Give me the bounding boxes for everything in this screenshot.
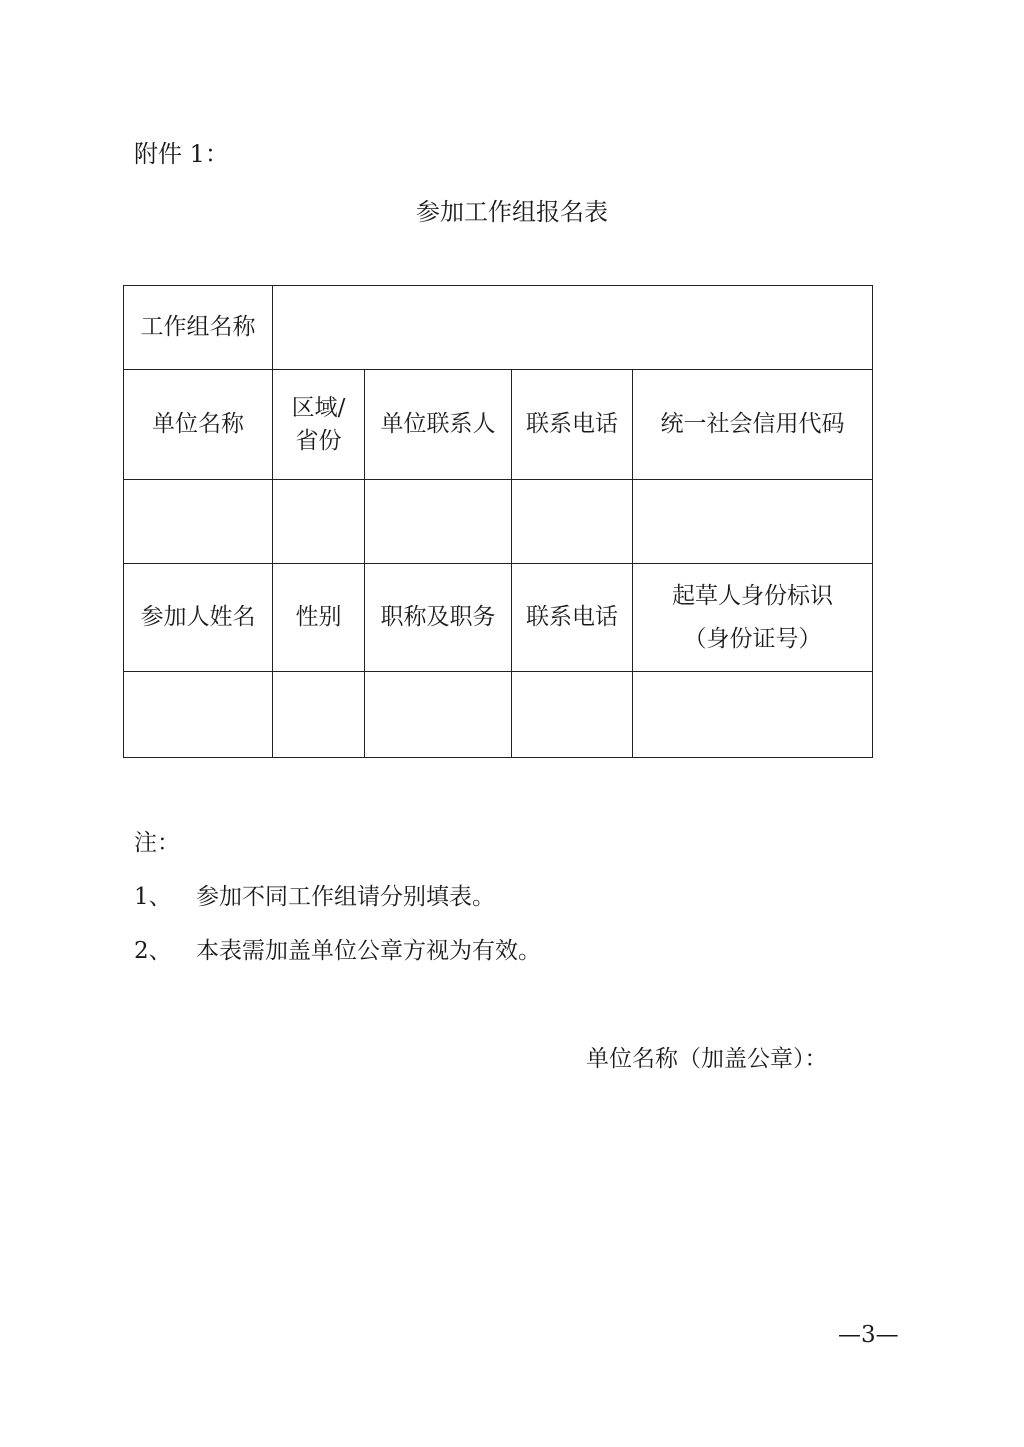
region-header <box>273 370 365 480</box>
note-number: 2、 <box>134 938 172 964</box>
unit-name-input-cell[interactable] <box>124 480 273 564</box>
participant-header-row <box>124 564 873 672</box>
registration-form-table <box>123 285 873 758</box>
page-number: —3— <box>838 1322 899 1348</box>
title-position-header: 职称及职务 <box>365 564 512 672</box>
group-name-input-cell[interactable] <box>273 286 873 370</box>
unit-phone-header: 联系电话 <box>512 370 633 480</box>
notes-label: 注： <box>134 830 180 856</box>
participant-phone-header: 联系电话 <box>512 564 633 672</box>
note-number: 1、 <box>134 884 172 910</box>
group-name-row <box>124 286 873 370</box>
participant-data-row <box>124 672 873 758</box>
unit-name-header: 单位名称 <box>124 370 273 480</box>
drafter-id-header-line1: 起草人身份标识 <box>672 583 833 610</box>
drafter-id-header <box>633 564 873 672</box>
attachment-label: 附件 1： <box>134 140 229 168</box>
region-header-line2: 省份 <box>295 427 342 454</box>
unit-contact-header: 单位联系人 <box>365 370 512 480</box>
credit-code-header: 统一社会信用代码 <box>633 370 873 480</box>
participant-name-input-cell[interactable] <box>124 672 273 758</box>
drafter-id-header-line2: （身份证号） <box>683 625 822 652</box>
title-position-input-cell[interactable] <box>365 672 512 758</box>
unit-header-row <box>124 370 873 480</box>
note-text: 本表需加盖单位公章方视为有效。 <box>196 938 541 964</box>
credit-code-input-cell[interactable] <box>633 480 873 564</box>
unit-contact-input-cell[interactable] <box>365 480 512 564</box>
unit-seal-label: 单位名称（加盖公章）： <box>586 1046 828 1072</box>
drafter-id-input-cell[interactable] <box>633 672 873 758</box>
participant-name-header: 参加人姓名 <box>124 564 273 672</box>
gender-header: 性别 <box>273 564 365 672</box>
unit-data-row <box>124 480 873 564</box>
gender-input-cell[interactable] <box>273 672 365 758</box>
participant-phone-input-cell[interactable] <box>512 672 633 758</box>
region-header-line1: 区域/ <box>291 395 346 422</box>
group-name-label: 工作组名称 <box>124 286 273 370</box>
unit-phone-input-cell[interactable] <box>512 480 633 564</box>
note-text: 参加不同工作组请分别填表。 <box>196 884 495 910</box>
region-input-cell[interactable] <box>273 480 365 564</box>
form-title: 参加工作组报名表 <box>416 198 608 226</box>
